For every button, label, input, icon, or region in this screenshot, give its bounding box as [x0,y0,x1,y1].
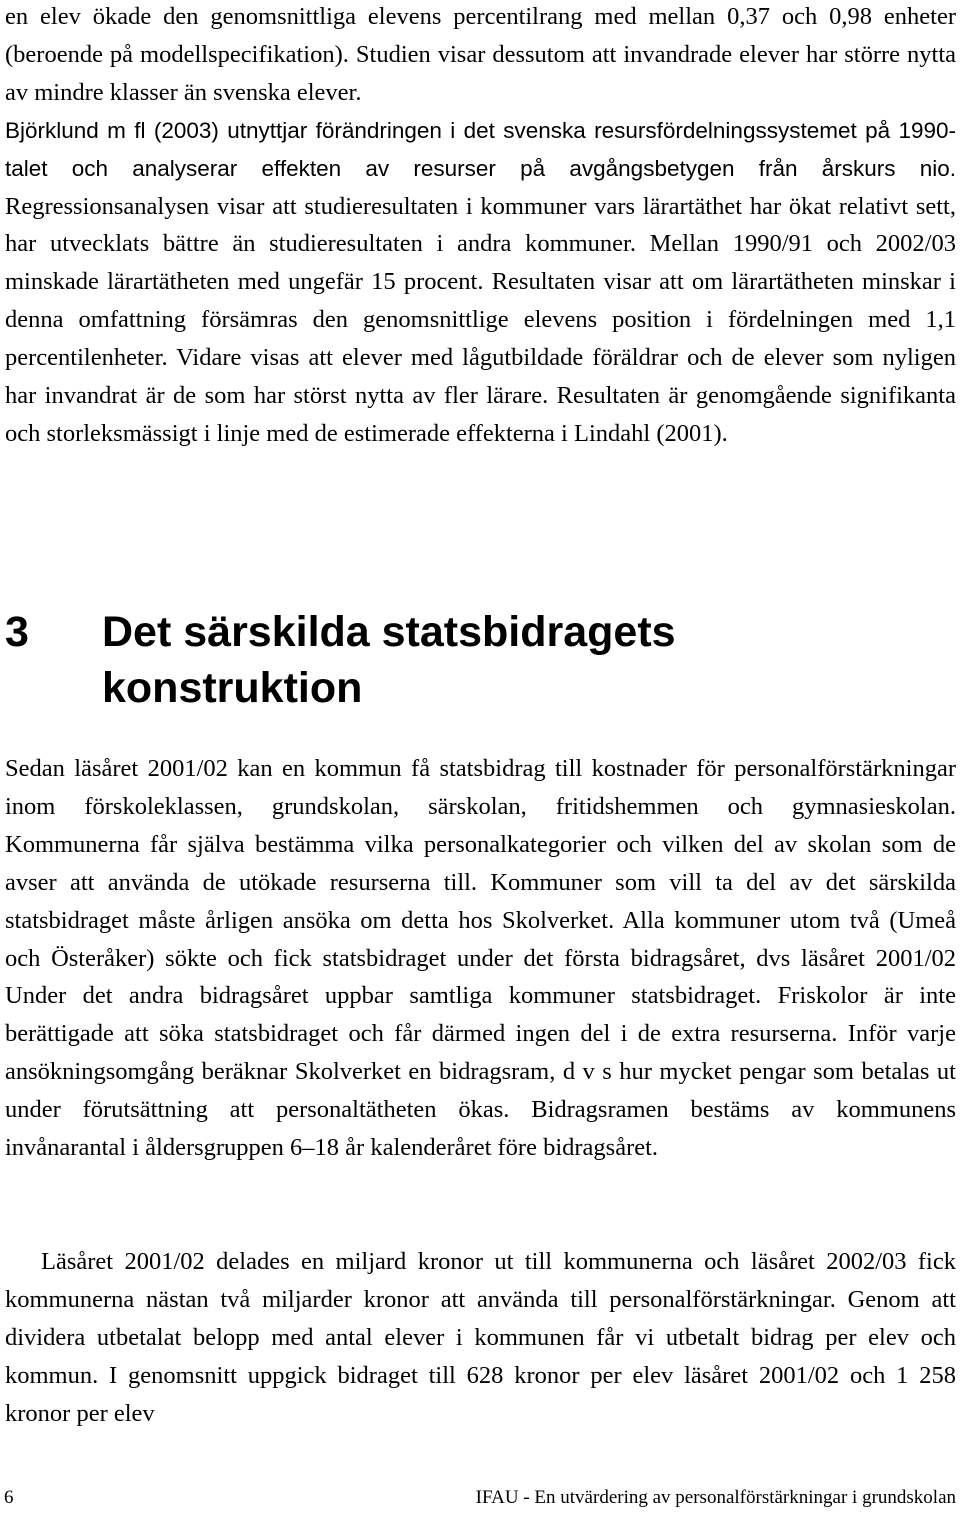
intro-text-part2: Björklund m fl (2003) utnyttjar förändringen i det svenska resursfördelningssystemet på 1990-talet och analyserar effekten av resurser på avgångsbetygen från årskurs nio. [5,117,956,181]
body-paragraph-1: Sedan läsåret 2001/02 kan en kommun få statsbidrag till kostnader för personalförstärkningar inom förskoleklassen, grundskolan, särskolan, fritidshemmen och gymnasieskolan. Kommunerna får själva bestämma vilka personalkategorier och vilken del av skolan som de avser att använda de utökade resurserna till. Kommuner som vill ta del av det särskilda statsbidraget måste årligen ansöka om detta hos Skolverket. Alla kommuner utom två (Umeå och Österåker) sökte och fick statsbidraget under det första bidragsåret, dvs läsåret 2001/02 Under det andra bidragsåret uppbar samtliga kommuner statsbidraget. Friskolor är inte berättigade att söka statsbidraget och får därmed ingen del i de extra resurserna. Inför varje ansökningsomgång beräknar Skolverket en bidragsram, d v s hur mycket pengar som betalas ut under förutsättning att personaltätheten ökas. Bidragsramen bestäms av kommunens invånarantal i åldersgruppen 6–18 år kalenderåret före bidragsåret. [5,755,956,1162]
intro-text-part3: Regressionsanalysen visar att studieresultaten i kommuner vars lärartäthet har ökat relativt sett, har utvecklats bättre än studieresultaten i andra kommuner. Mellan 1990/91 och 2002/03 minskade lärartätheten med ungefär 15 procent. Resultaten visar att om lärartätheten minskar i denna omfattning försämras den genomsnittlige elevens position i fördelningen med 1,1 percentilenheter. Vidare visas att elever med lågutbildade föräldrar och de elever som nyligen har invandrat är de som har störst nytta av fler lärare. Resultaten är genomgående signifikanta och storleksmässigt i linje med de estimerade effekterna i Lindahl (2001). [5,192,956,447]
section-title: Det särskilda statsbidragets konstruktion [102,608,676,712]
intro-text-part1: en elev ökade den genomsnittliga elevens percentilrang med mellan 0,37 och 0,98 enheter (beroende på modellspecifikation). Studien visar dessutom att invandrade elever har större nytta av mindre klasser än svenska elever. [5,3,956,106]
body-paragraph-2: Läsåret 2001/02 delades en miljard kronor ut till kommunerna och läsåret 2002/03 fick kommunerna nästan två miljarder kronor att använda till personalförstärkningar. Genom att dividera utbetalat belopp med antal elever i kommunen får vi utbetalt bidrag per elev och kommun. I genomsnitt uppgick bidraget till 628 kronor per elev läsåret 2001/02 och 1 258 kronor per elev [5,1248,956,1427]
intro-paragraph [5,0,956,453]
section-number: 3 [5,608,29,656]
running-footer-title: IFAU - En utvärdering av personalförstärkningar i grundskolan [475,1487,956,1508]
section-heading [5,604,945,716]
page-number: 6 [4,1487,14,1508]
